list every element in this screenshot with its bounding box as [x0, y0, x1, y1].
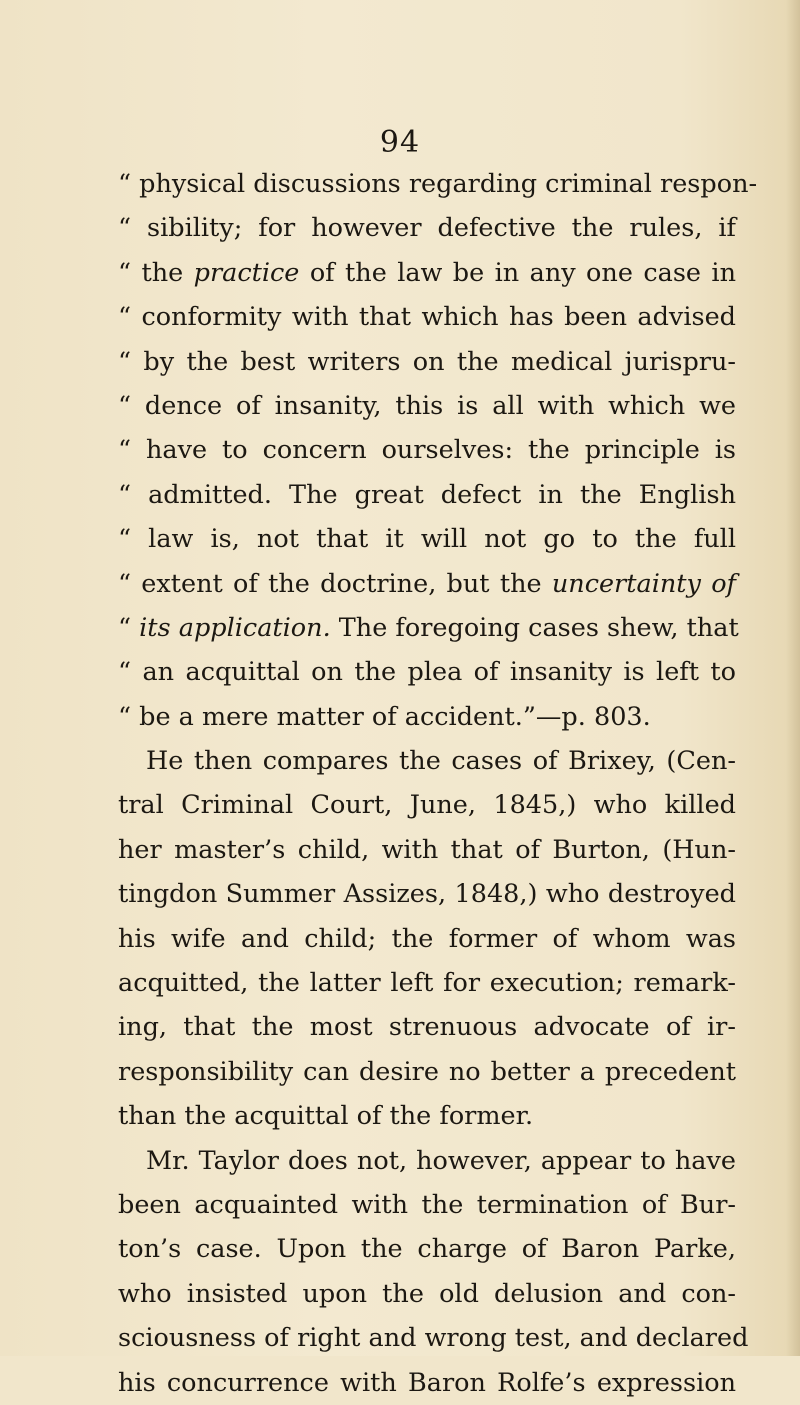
text-segment: The foregoing cases shew, that	[330, 612, 739, 643]
italic-text: uncertainty of	[551, 568, 736, 599]
text-segment: who insisted upon the old delusion and con-	[118, 1278, 736, 1309]
text-line	[118, 1183, 736, 1227]
text-segment: “ admitted. The great defect in the English	[118, 479, 736, 510]
text-segment: of the law be in any one case in	[299, 257, 736, 288]
text-line	[118, 517, 736, 561]
text-segment: been acquainted with the termination of Bur-	[118, 1189, 736, 1220]
text-line	[118, 872, 736, 916]
text-line	[118, 828, 736, 872]
text-line	[118, 739, 736, 783]
text-line	[118, 340, 736, 384]
text-line	[118, 1005, 736, 1049]
text-line	[118, 428, 736, 472]
text-segment: responsibility can desire no better a precedent	[118, 1056, 736, 1087]
page-number: 94	[379, 125, 421, 160]
text-segment: “ dence of insanity, this is all with which we	[118, 390, 736, 421]
text-segment: ing, that the most strenuous advocate of ir-	[118, 1012, 736, 1043]
text-line	[118, 1316, 749, 1360]
text-line	[118, 1139, 736, 1183]
text-line	[118, 695, 736, 739]
text-segment: tral Criminal Court, June, 1845,) who killed	[118, 790, 736, 821]
text-line	[118, 1272, 736, 1316]
text-line	[118, 650, 736, 694]
text-segment: “ by the best writers on the medical jurispru-	[118, 346, 736, 377]
text-line	[118, 1050, 736, 1094]
text-line	[118, 783, 736, 827]
text-segment: “ physical discussions regarding criminal respon-	[118, 169, 758, 199]
text-segment: tingdon Summer Assizes, 1848,) who destroyed	[118, 879, 736, 910]
text-segment: than the acquittal of the former.	[118, 1101, 534, 1132]
text-line	[118, 384, 736, 428]
italic-text: its application.	[139, 612, 331, 643]
text-segment: ton’s case. Upon the charge of Baron Parke,	[118, 1234, 736, 1265]
text-segment: “ sibility; for however defective the rules, if	[118, 213, 736, 244]
text-segment: her master’s child, with that of Burton, (Hun-	[118, 834, 736, 865]
text-line	[118, 1227, 736, 1271]
text-segment: his wife and child; the former of whom was	[118, 923, 736, 954]
text-line	[118, 917, 736, 961]
text-segment: “ an acquittal on the plea of insanity is left to	[118, 657, 736, 688]
text-segment: “ extent of the doctrine, but the	[118, 568, 552, 599]
text-line	[118, 1094, 736, 1138]
text-line	[118, 961, 736, 1005]
text-segment: “ conformity with that which has been advised	[118, 302, 736, 333]
text-line	[118, 606, 739, 650]
italic-text: practice	[193, 257, 300, 288]
text-segment: his concurrence with Baron Rolfe’s expression	[118, 1367, 736, 1398]
body-text	[118, 162, 758, 1405]
text-segment: “ be a mere matter of accident.”—p. 803.	[118, 701, 651, 732]
text-line	[118, 251, 736, 295]
text-line	[118, 562, 736, 606]
text-line	[118, 162, 758, 206]
text-segment: sciousness of right and wrong test, and declared	[118, 1323, 749, 1354]
text-line	[118, 1361, 736, 1405]
text-line	[118, 295, 736, 339]
text-segment: “	[118, 612, 140, 643]
text-segment: “ the	[118, 257, 194, 288]
text-segment: “ law is, not that it will not go to the full	[118, 524, 736, 555]
text-segment: “ have to concern ourselves: the principle is	[118, 435, 736, 466]
text-segment: Mr. Taylor does not, however, appear to have	[146, 1145, 736, 1176]
text-line	[118, 473, 736, 517]
text-segment: acquitted, the latter left for execution; remark-	[118, 968, 736, 999]
text-segment: He then compares the cases of Brixey, (Cen-	[146, 746, 736, 777]
page-edge-shadow	[786, 0, 800, 1356]
text-line	[118, 206, 736, 250]
